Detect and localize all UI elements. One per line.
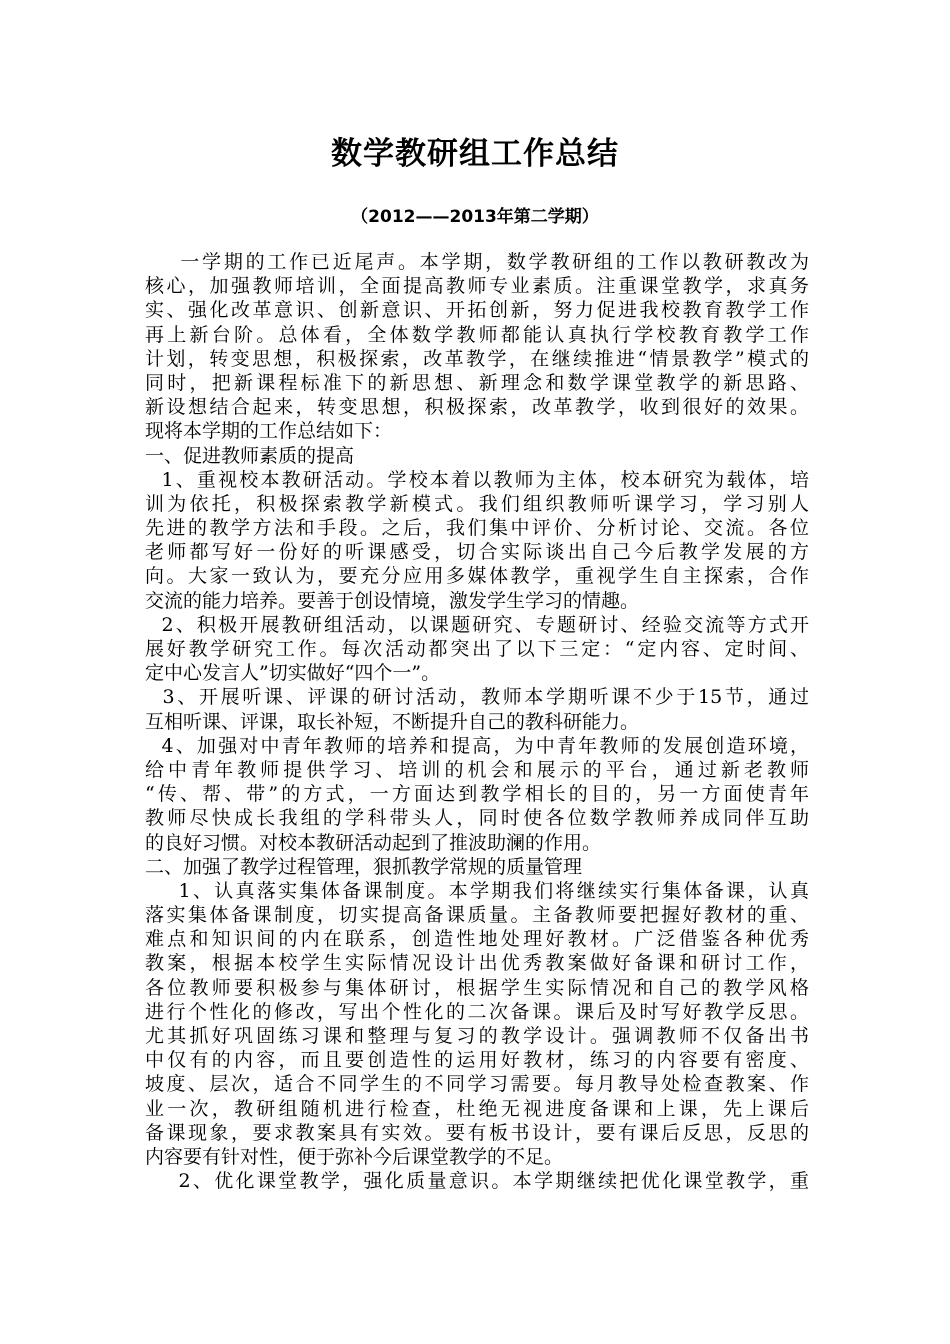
body-line: 训为依托，积极探索教学新模式。我们组织教师听课学习，学习别人 [145,492,809,515]
body-line: 难点和知识间的内在联系，创造性地处理好教材。广泛借鉴各种优秀 [145,928,809,951]
body-line: 3、开展听课、评课的研讨活动，教师本学期听课不少于15节，通过 [145,686,809,709]
body-line: 2、优化课堂教学，强化质量意识。本学期继续把优化课堂教学，重 [145,1170,809,1193]
body-line: 先进的教学方法和手段。之后，我们集中评价、分析讨论、交流。各位 [145,517,809,540]
body-line: 业一次，教研组随机进行检查，杜绝无视进度备课和上课，先上课后 [145,1097,809,1120]
body-line: 各位教师要积极参与集体研讨，根据学生实际情况和自己的教学风格 [145,976,809,999]
body-line: 新设想结合起来，转变思想，积极探索，改革教学，收到很好的效果。 [145,396,809,419]
body-line: 一学期的工作已近尾声。本学期，数学教研组的工作以教研教改为 [145,251,809,273]
body-line: 定中心发言人”切实做好“四个一”。 [145,662,441,685]
body-line: 教师尽快成长我组的学科带头人，同时使各位数学教师养成同伴互助 [145,807,809,830]
body-line: 一、促进教师素质的提高 [145,444,355,467]
body-line: 坡度、层次，适合不同学生的不同学习需要。每月教导处检查教案、作 [145,1073,809,1096]
body-line: “传、帮、带”的方式，一方面达到教学相长的目的，另一方面使青年 [145,783,809,806]
body-line: 的良好习惯。对校本教研活动起到了推波助澜的作用。 [145,831,602,854]
body-line: 中仅有的内容，而且要创造性的运用好教材，练习的内容要有密度、 [145,1049,809,1072]
body-line: 核心，加强教师培训，全面提高教师专业素质。注重课堂教学，求真务 [145,275,809,298]
body-line: 老师都写好一份好的听课感受，切合实际谈出自己今后教学发展的方 [145,541,809,564]
body-line: 互相听课、评课，取长补短，不断提升自己的教科研能力。 [145,710,640,733]
body-line: 2、积极开展教研组活动，以课题研究、专题研讨、经验交流等方式开 [145,613,809,636]
body-line: 现将本学期的工作总结如下： [145,420,393,443]
body-line: 展好教学研究工作。每次活动都突出了以下三定：“定内容、定时间、 [145,638,809,660]
document-body [145,250,809,1193]
body-line: 二、加强了教学过程管理，狠抓教学常规的质量管理 [145,855,583,878]
body-line: 再上新台阶。总体看，全体数学教师都能认真执行学校教育教学工作 [145,323,809,346]
document-subtitle: （2012——2013年第二学期） [351,207,599,227]
body-line: 实、强化改革意识、创新意识、开拓创新，努力促进我校教育教学工作 [145,299,809,322]
body-line: 给中青年教师提供学习、培训的机会和展示的平台，通过新老教师 [145,758,809,781]
body-line: 进行个性化的修改，写出个性化的二次备课。课后及时写好教学反思。 [145,1000,809,1023]
body-line: 内容要有针对性，便于弥补今后课堂教学的不足。 [145,1145,564,1168]
body-line: 教案，根据本校学生实际情况设计出优秀教案做好备课和研讨工作， [145,952,809,975]
body-line: 尤其抓好巩固练习课和整理与复习的教学设计。强调教师不仅备出书 [145,1025,809,1047]
body-line: 落实集体备课制度，切实提高备课质量。主备教师要把握好教材的重、 [145,904,809,927]
body-line: 向。大家一致认为，要充分应用多媒体教学，重视学生自主探索，合作 [145,565,809,588]
body-line: 交流的能力培养。要善于创设情境，激发学生学习的情趣。 [145,589,640,612]
body-line: 4、加强对中青年教师的培养和提高，为中青年教师的发展创造环境， [145,734,809,757]
body-line: 同时，把新课程标准下的新思想、新理念和数学课堂教学的新思路、 [145,371,809,394]
document-title: 数学教研组工作总结 [331,136,619,172]
body-line: 1、重视校本教研活动。学校本着以教师为主体，校本研究为载体，培 [145,468,809,491]
body-line: 备课现象，要求教案具有实效。要有板书设计，要有课后反思，反思的 [145,1121,809,1144]
body-line: 1、认真落实集体备课制度。本学期我们将继续实行集体备课，认真 [145,879,809,902]
body-line: 计划，转变思想，积极探索，改革教学，在继续推进“情景教学”模式的 [145,347,809,370]
